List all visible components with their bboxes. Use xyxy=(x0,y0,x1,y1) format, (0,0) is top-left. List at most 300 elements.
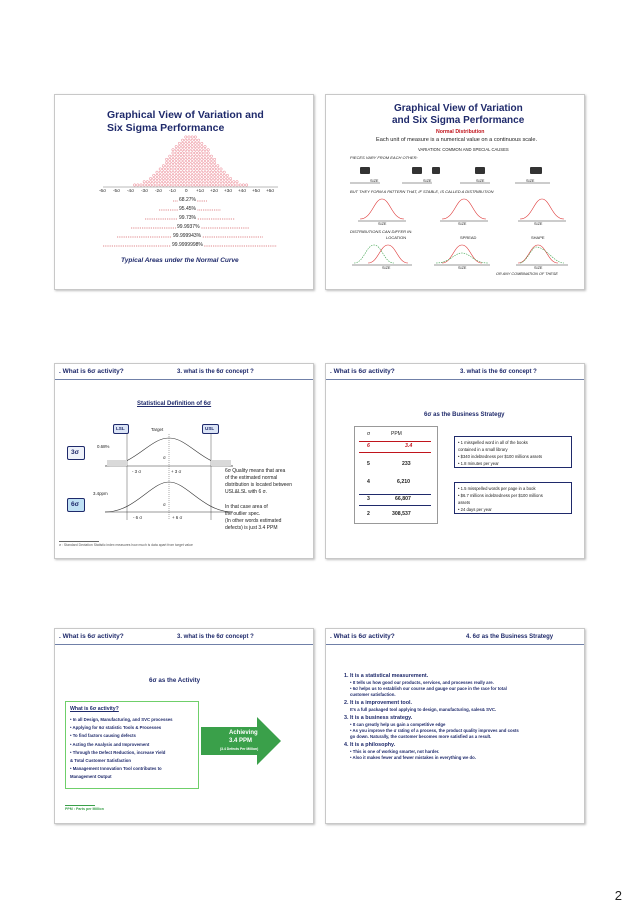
curve-dot xyxy=(153,184,155,186)
curve-dot xyxy=(178,161,180,163)
curve-dot xyxy=(133,184,135,186)
curve-dot xyxy=(220,174,222,176)
slide-1 xyxy=(54,94,314,290)
curve-dot xyxy=(153,174,155,176)
curve-dot xyxy=(220,168,222,170)
curve-dot xyxy=(207,174,209,176)
curve-dot xyxy=(185,165,187,167)
desc-line: defects) is just 3.4 PPM xyxy=(225,525,278,531)
curve-dot xyxy=(165,168,167,170)
curve-dot xyxy=(197,165,199,167)
slide1-title-line1: Graphical View of Variation and xyxy=(107,109,264,121)
curve-dot xyxy=(146,184,148,186)
pct-95: 95.45% xyxy=(179,206,196,212)
label-location: LOCATION xyxy=(386,235,407,240)
curve-dot xyxy=(181,139,183,141)
curve-dot xyxy=(169,171,171,173)
curve-dot xyxy=(201,181,203,183)
curve-dot xyxy=(201,165,203,167)
axis-tick: +1σ xyxy=(196,188,205,193)
activity-box xyxy=(65,701,199,789)
curve-dot xyxy=(178,158,180,160)
curve-dot xyxy=(185,168,187,170)
curve-dot xyxy=(213,161,215,163)
point-title: 4. It is a philosophy. xyxy=(344,742,396,748)
curve-dot xyxy=(178,181,180,183)
curve-dot xyxy=(169,155,171,157)
point-sub: • This is one of working smarter, not harder. xyxy=(350,749,440,754)
activity-box-title: What is 6σ activity? xyxy=(70,706,119,712)
curve-dot xyxy=(159,184,161,186)
curve-dot xyxy=(181,177,183,179)
curve-dot xyxy=(188,161,190,163)
curve-dot xyxy=(197,171,199,173)
table-cell-sigma: 5 xyxy=(367,461,370,467)
curve-dot xyxy=(204,155,206,157)
curve-dot xyxy=(197,142,199,144)
curve-dot xyxy=(188,152,190,154)
slide2-combo: OR ANY COMBINATION OF THESE xyxy=(496,272,558,276)
curve-dot xyxy=(197,184,199,186)
strategy-points xyxy=(344,673,519,761)
table-cell-ppm: 6,210 xyxy=(397,479,410,485)
curve-dot xyxy=(181,149,183,151)
example-line: • 1 misspelled word in all of the books xyxy=(458,440,528,445)
curve-dot xyxy=(172,149,174,151)
curve-dot xyxy=(175,149,177,151)
curve-dot xyxy=(185,145,187,147)
curve-dot xyxy=(220,171,222,173)
achieving-sub: (3.4 Defects Per Million) xyxy=(220,747,259,751)
point-sub: • Also it makes fewer and fewer mistakes in everything we do. xyxy=(350,755,476,760)
curve-dot xyxy=(162,184,164,186)
curve-dot xyxy=(207,184,209,186)
axis-tick: +6σ xyxy=(266,188,275,193)
curve-dot xyxy=(236,181,238,183)
table-cell-ppm: 233 xyxy=(402,461,411,467)
curve-dot xyxy=(207,171,209,173)
curve-dot xyxy=(178,149,180,151)
curve-dot xyxy=(162,168,164,170)
curve-dot xyxy=(178,184,180,186)
curve-dot xyxy=(169,174,171,176)
curve-dot xyxy=(210,155,212,157)
curve-dot xyxy=(153,177,155,179)
slide-2 xyxy=(325,94,585,290)
slide3-footnote: σ : Standard Deviation Statistic index measures how much is data apart from target value xyxy=(59,543,193,547)
example-line: • 24 days per year xyxy=(458,507,492,512)
curve-dot xyxy=(207,152,209,154)
curve-dot xyxy=(197,158,199,160)
sigma-mark-bottom: σ xyxy=(163,502,166,507)
curve-dot xyxy=(143,181,145,183)
curve-dot xyxy=(175,177,177,179)
slide3-header-left: . What is 6σ activity? xyxy=(59,368,124,375)
curve-dot xyxy=(204,165,206,167)
curve-dot xyxy=(188,142,190,144)
slide3-header-right: 3. what is the 6σ concept ? xyxy=(177,369,254,375)
slide6-header-right: 4. 6σ as the Business Strategy xyxy=(466,634,554,640)
activity-item: • Acting the Analysis and Improvement xyxy=(70,741,150,747)
curve-dot xyxy=(156,174,158,176)
footnote-divider xyxy=(65,805,95,806)
curve-dot xyxy=(188,171,190,173)
curve-dot xyxy=(191,161,193,163)
pct-99-9937: 99.9937% xyxy=(177,224,200,230)
curve-dot xyxy=(217,177,219,179)
plus-6-sigma: + 6 σ xyxy=(172,515,183,520)
slide4-header-right: 3. what is the 6σ concept ? xyxy=(460,369,537,375)
curve-dot xyxy=(188,177,190,179)
curve-dot xyxy=(172,174,174,176)
curve-dot xyxy=(233,181,235,183)
curve-dot xyxy=(223,181,225,183)
curve-dot xyxy=(159,177,161,179)
curve-dot xyxy=(149,177,151,179)
curve-dot xyxy=(204,184,206,186)
curve-dot xyxy=(185,184,187,186)
curve-dot xyxy=(201,174,203,176)
curve-dot xyxy=(197,168,199,170)
axis-tick: +3σ xyxy=(224,188,233,193)
curve-dot xyxy=(159,171,161,173)
slide2-intro: Each unit of measure is a numerical value on a continuous scale. xyxy=(376,137,538,143)
curve-dot xyxy=(194,168,196,170)
curve-dot xyxy=(181,142,183,144)
curve-dot xyxy=(217,184,219,186)
curve-dot xyxy=(169,165,171,167)
curve-dot xyxy=(220,181,222,183)
curve-dot xyxy=(188,158,190,160)
slide5-header-right: 3. what is the 6σ concept ? xyxy=(177,634,254,640)
curve-dot xyxy=(185,161,187,163)
ppm-outlier: 3.4ppm xyxy=(93,491,108,496)
size-label: SIZE xyxy=(534,222,543,226)
curve-dot xyxy=(156,181,158,183)
curve-dot xyxy=(159,174,161,176)
curve-dot xyxy=(162,165,164,167)
desc-line: of the estimated normal xyxy=(225,475,278,481)
slide2-pattern: BUT THEY FORM A PATTERN THAT, IF STABLE, IS CALLED A DISTRIBUTION xyxy=(350,189,494,194)
curve-dot xyxy=(181,174,183,176)
header-divider xyxy=(55,379,313,380)
three-sigma-badge xyxy=(67,446,85,460)
usl-label: USL xyxy=(205,426,215,431)
axis-tick: -5σ xyxy=(113,188,120,193)
curve-dot xyxy=(172,158,174,160)
axis-tick: +2σ xyxy=(210,188,219,193)
curve-dot xyxy=(172,161,174,163)
curve-dot xyxy=(178,152,180,154)
curve-dot xyxy=(191,155,193,157)
curve-dot xyxy=(207,177,209,179)
curve-dot xyxy=(191,177,193,179)
curve-dot xyxy=(194,152,196,154)
curve-dot xyxy=(149,184,151,186)
activity-item: • Applying for 6σ statistic Tools & Processes xyxy=(70,725,162,731)
slide2-title-line2: and Six Sigma Performance xyxy=(392,115,525,126)
example-line: contained in a small library xyxy=(458,447,508,452)
point-title: 3. It is a business strategy. xyxy=(344,715,413,721)
curve-dot xyxy=(191,149,193,151)
curve-dot xyxy=(201,142,203,144)
desc-line: 6σ Quality means that area xyxy=(225,468,286,474)
curve-dot xyxy=(204,177,206,179)
curve-dot xyxy=(185,181,187,183)
curve-dot xyxy=(172,155,174,157)
curve-dot xyxy=(239,184,241,186)
curve-dot xyxy=(229,177,231,179)
slide3-description-2 xyxy=(225,504,281,532)
slide3-description-1 xyxy=(225,468,292,496)
curve-dot xyxy=(181,161,183,163)
curve-dot xyxy=(191,171,193,173)
curve-dot xyxy=(223,174,225,176)
pct-outlier: 0.68% xyxy=(97,444,110,449)
axis-tick: +4σ xyxy=(238,188,247,193)
curve-dot xyxy=(210,161,212,163)
header-divider xyxy=(326,379,584,380)
curve-dot xyxy=(156,184,158,186)
curve-dot xyxy=(194,161,196,163)
axis-tick: +5σ xyxy=(252,188,261,193)
curve-dot xyxy=(169,181,171,183)
curve-dot xyxy=(201,152,203,154)
table-cell-sigma: 4 xyxy=(367,479,370,485)
curve-dot xyxy=(165,165,167,167)
curve-dot xyxy=(165,174,167,176)
curve-dot xyxy=(185,142,187,144)
curve-dot xyxy=(188,181,190,183)
curve-dot xyxy=(223,184,225,186)
size-label: SIZE xyxy=(378,222,387,226)
activity-item: • Through the Defect Reduction, increase Yield xyxy=(70,749,166,755)
curve-dot xyxy=(194,177,196,179)
curve-dot xyxy=(191,174,193,176)
curve-dot xyxy=(188,184,190,186)
curve-dot xyxy=(188,136,190,138)
curve-dot xyxy=(146,181,148,183)
curve-dot xyxy=(159,168,161,170)
pct-99-9999998: 99.9999998% xyxy=(172,242,203,248)
curve-dot xyxy=(226,177,228,179)
curve-dot xyxy=(245,184,247,186)
curve-dot xyxy=(197,181,199,183)
curve-dot xyxy=(178,145,180,147)
point-sub: • As you improve the σ rating of a process, the product quality improves and costs xyxy=(350,728,519,733)
curve-dot xyxy=(185,139,187,141)
curve-dot xyxy=(175,165,177,167)
curve-dot xyxy=(175,161,177,163)
curve-dot xyxy=(201,145,203,147)
point-sub: • It can greatly help us gain a competitive edge xyxy=(350,722,446,727)
curve-dot xyxy=(191,136,193,138)
slide-4 xyxy=(325,363,585,559)
curve-dot xyxy=(165,171,167,173)
curve-dot xyxy=(226,174,228,176)
curve-dot xyxy=(213,171,215,173)
curve-dot xyxy=(191,145,193,147)
slide5-heading: 6σ as the Activity xyxy=(149,677,201,684)
curve-dot xyxy=(175,184,177,186)
page-number: 2 xyxy=(614,888,622,903)
lsl-label: LSL xyxy=(116,426,125,431)
six-sigma-badge xyxy=(67,498,85,512)
curve-dot xyxy=(165,177,167,179)
size-label: SIZE xyxy=(370,179,379,183)
size-label: SIZE xyxy=(534,266,543,270)
curve-dot xyxy=(201,158,203,160)
curve-dot xyxy=(156,171,158,173)
table-cell-sigma: 6 xyxy=(367,443,370,449)
curve-dot xyxy=(137,184,139,186)
curve-dot xyxy=(233,184,235,186)
curve-dot xyxy=(185,149,187,151)
curve-dot xyxy=(172,181,174,183)
example-line: • 1.5 misspelled words per page in a book xyxy=(458,486,536,491)
curve-dot xyxy=(188,139,190,141)
curve-dot xyxy=(165,181,167,183)
table-cell-sigma: 3 xyxy=(367,496,370,502)
curve-dot xyxy=(140,184,142,186)
slide4-header-left: . What is 6σ activity? xyxy=(330,368,395,375)
curve-dot xyxy=(207,181,209,183)
plus-3-sigma: + 3 σ xyxy=(171,469,182,474)
slide-5 xyxy=(54,628,314,824)
curve-dot xyxy=(197,161,199,163)
footnote-divider xyxy=(59,541,99,542)
curve-dot xyxy=(213,177,215,179)
curve-dot xyxy=(194,149,196,151)
curve-dot xyxy=(204,152,206,154)
size-label: SIZE xyxy=(382,266,391,270)
curve-dot xyxy=(229,184,231,186)
curve-dot xyxy=(207,168,209,170)
slide-3 xyxy=(54,363,314,559)
three-sigma-label: 3σ xyxy=(71,449,80,456)
three-sigma-examples-box xyxy=(454,482,572,514)
achieving-ppm: 3.4 PPM xyxy=(229,738,253,744)
point-sub: It's a full packaged tool applying to design, manufacturing, sales& SVC. xyxy=(350,707,497,712)
activity-list xyxy=(70,716,173,782)
curve-dot xyxy=(191,152,193,154)
curve-dot xyxy=(204,174,206,176)
point-sub: customer satisfaction. xyxy=(350,692,396,697)
curve-dot xyxy=(194,165,196,167)
curve-dot xyxy=(194,174,196,176)
curve-dot xyxy=(188,174,190,176)
curve-dot xyxy=(197,149,199,151)
activity-item: & Total Customer Satisfaction xyxy=(70,758,132,764)
curve-dot xyxy=(217,168,219,170)
curve-dot xyxy=(188,145,190,147)
point-sub: • 6σ helps us to establish our course and gauge our pace in the race for total xyxy=(350,686,507,691)
curve-dot xyxy=(236,184,238,186)
header-divider xyxy=(326,644,584,645)
curve-dot xyxy=(213,158,215,160)
curve-dot xyxy=(204,158,206,160)
curve-dot xyxy=(181,168,183,170)
curve-dot xyxy=(207,158,209,160)
curve-dot xyxy=(213,165,215,167)
col-sigma: σ xyxy=(367,431,371,437)
curve-dot xyxy=(204,168,206,170)
curve-dot xyxy=(204,181,206,183)
slide-6 xyxy=(325,628,585,824)
pct-99-999943: 99.999943% xyxy=(173,233,202,239)
table-cell-sigma: 2 xyxy=(367,511,370,517)
table-cell-ppm: 66,807 xyxy=(395,496,411,502)
point-title: 2. It is a improvement tool. xyxy=(344,700,412,706)
curve-dot xyxy=(162,174,164,176)
curve-dot xyxy=(181,184,183,186)
curve-dot xyxy=(178,155,180,157)
label-shape: SHAPE xyxy=(531,235,545,240)
achieving-label: Achieving xyxy=(229,730,258,736)
six-sigma-examples-box xyxy=(454,436,572,468)
curve-dot xyxy=(175,155,177,157)
curve-dot xyxy=(188,168,190,170)
activity-item: Management Output xyxy=(70,774,112,780)
size-label: SIZE xyxy=(458,266,467,270)
slide1-caption: Typical Areas under the Normal Curve xyxy=(121,257,239,264)
point-sub: • It tells us how good our products, services, and processes really are. xyxy=(350,680,494,685)
curve-dot xyxy=(169,168,171,170)
point-title: 1. It is a statistical measurement. xyxy=(344,673,429,679)
curve-dot xyxy=(217,174,219,176)
size-label: SIZE xyxy=(476,179,485,183)
axis-tick: 0 xyxy=(185,188,188,193)
curve-dot xyxy=(210,165,212,167)
curve-dot xyxy=(185,177,187,179)
curve-dot xyxy=(175,145,177,147)
curve-dot xyxy=(165,161,167,163)
curve-dot xyxy=(172,152,174,154)
slide6-header-left: . What is 6σ activity? xyxy=(330,633,395,640)
example-line: • $340 indebtedness per $100 millions assets xyxy=(458,454,543,459)
curve-dot xyxy=(188,165,190,167)
curve-dot xyxy=(213,174,215,176)
curve-dot xyxy=(185,174,187,176)
curve-dot xyxy=(197,177,199,179)
slide1-title-line2: Six Sigma Performance xyxy=(107,122,225,134)
curve-dot xyxy=(191,158,193,160)
curve-dot xyxy=(194,139,196,141)
pieces-row xyxy=(350,163,580,189)
sigma-mark-top: σ xyxy=(163,455,166,460)
curve-dot xyxy=(181,171,183,173)
curve-dot xyxy=(194,145,196,147)
curve-dot xyxy=(191,165,193,167)
curve-dot xyxy=(191,184,193,186)
curve-dot xyxy=(242,184,244,186)
slide2-pieces: PIECES VARY FROM EACH OTHER: xyxy=(350,155,418,160)
curve-dot xyxy=(204,171,206,173)
slide2-title-line1: Graphical View of Variation xyxy=(394,103,523,114)
curve-dot xyxy=(223,171,225,173)
curve-dot xyxy=(201,155,203,157)
curve-dot xyxy=(175,174,177,176)
curve-dot xyxy=(169,161,171,163)
curve-dot xyxy=(201,177,203,179)
curve-dot xyxy=(191,142,193,144)
curve-dot xyxy=(191,139,193,141)
curve-dot xyxy=(178,171,180,173)
curve-dot xyxy=(153,181,155,183)
curve-dot xyxy=(204,145,206,147)
curve-dot xyxy=(217,171,219,173)
desc-line: distribution is located between xyxy=(225,482,292,488)
